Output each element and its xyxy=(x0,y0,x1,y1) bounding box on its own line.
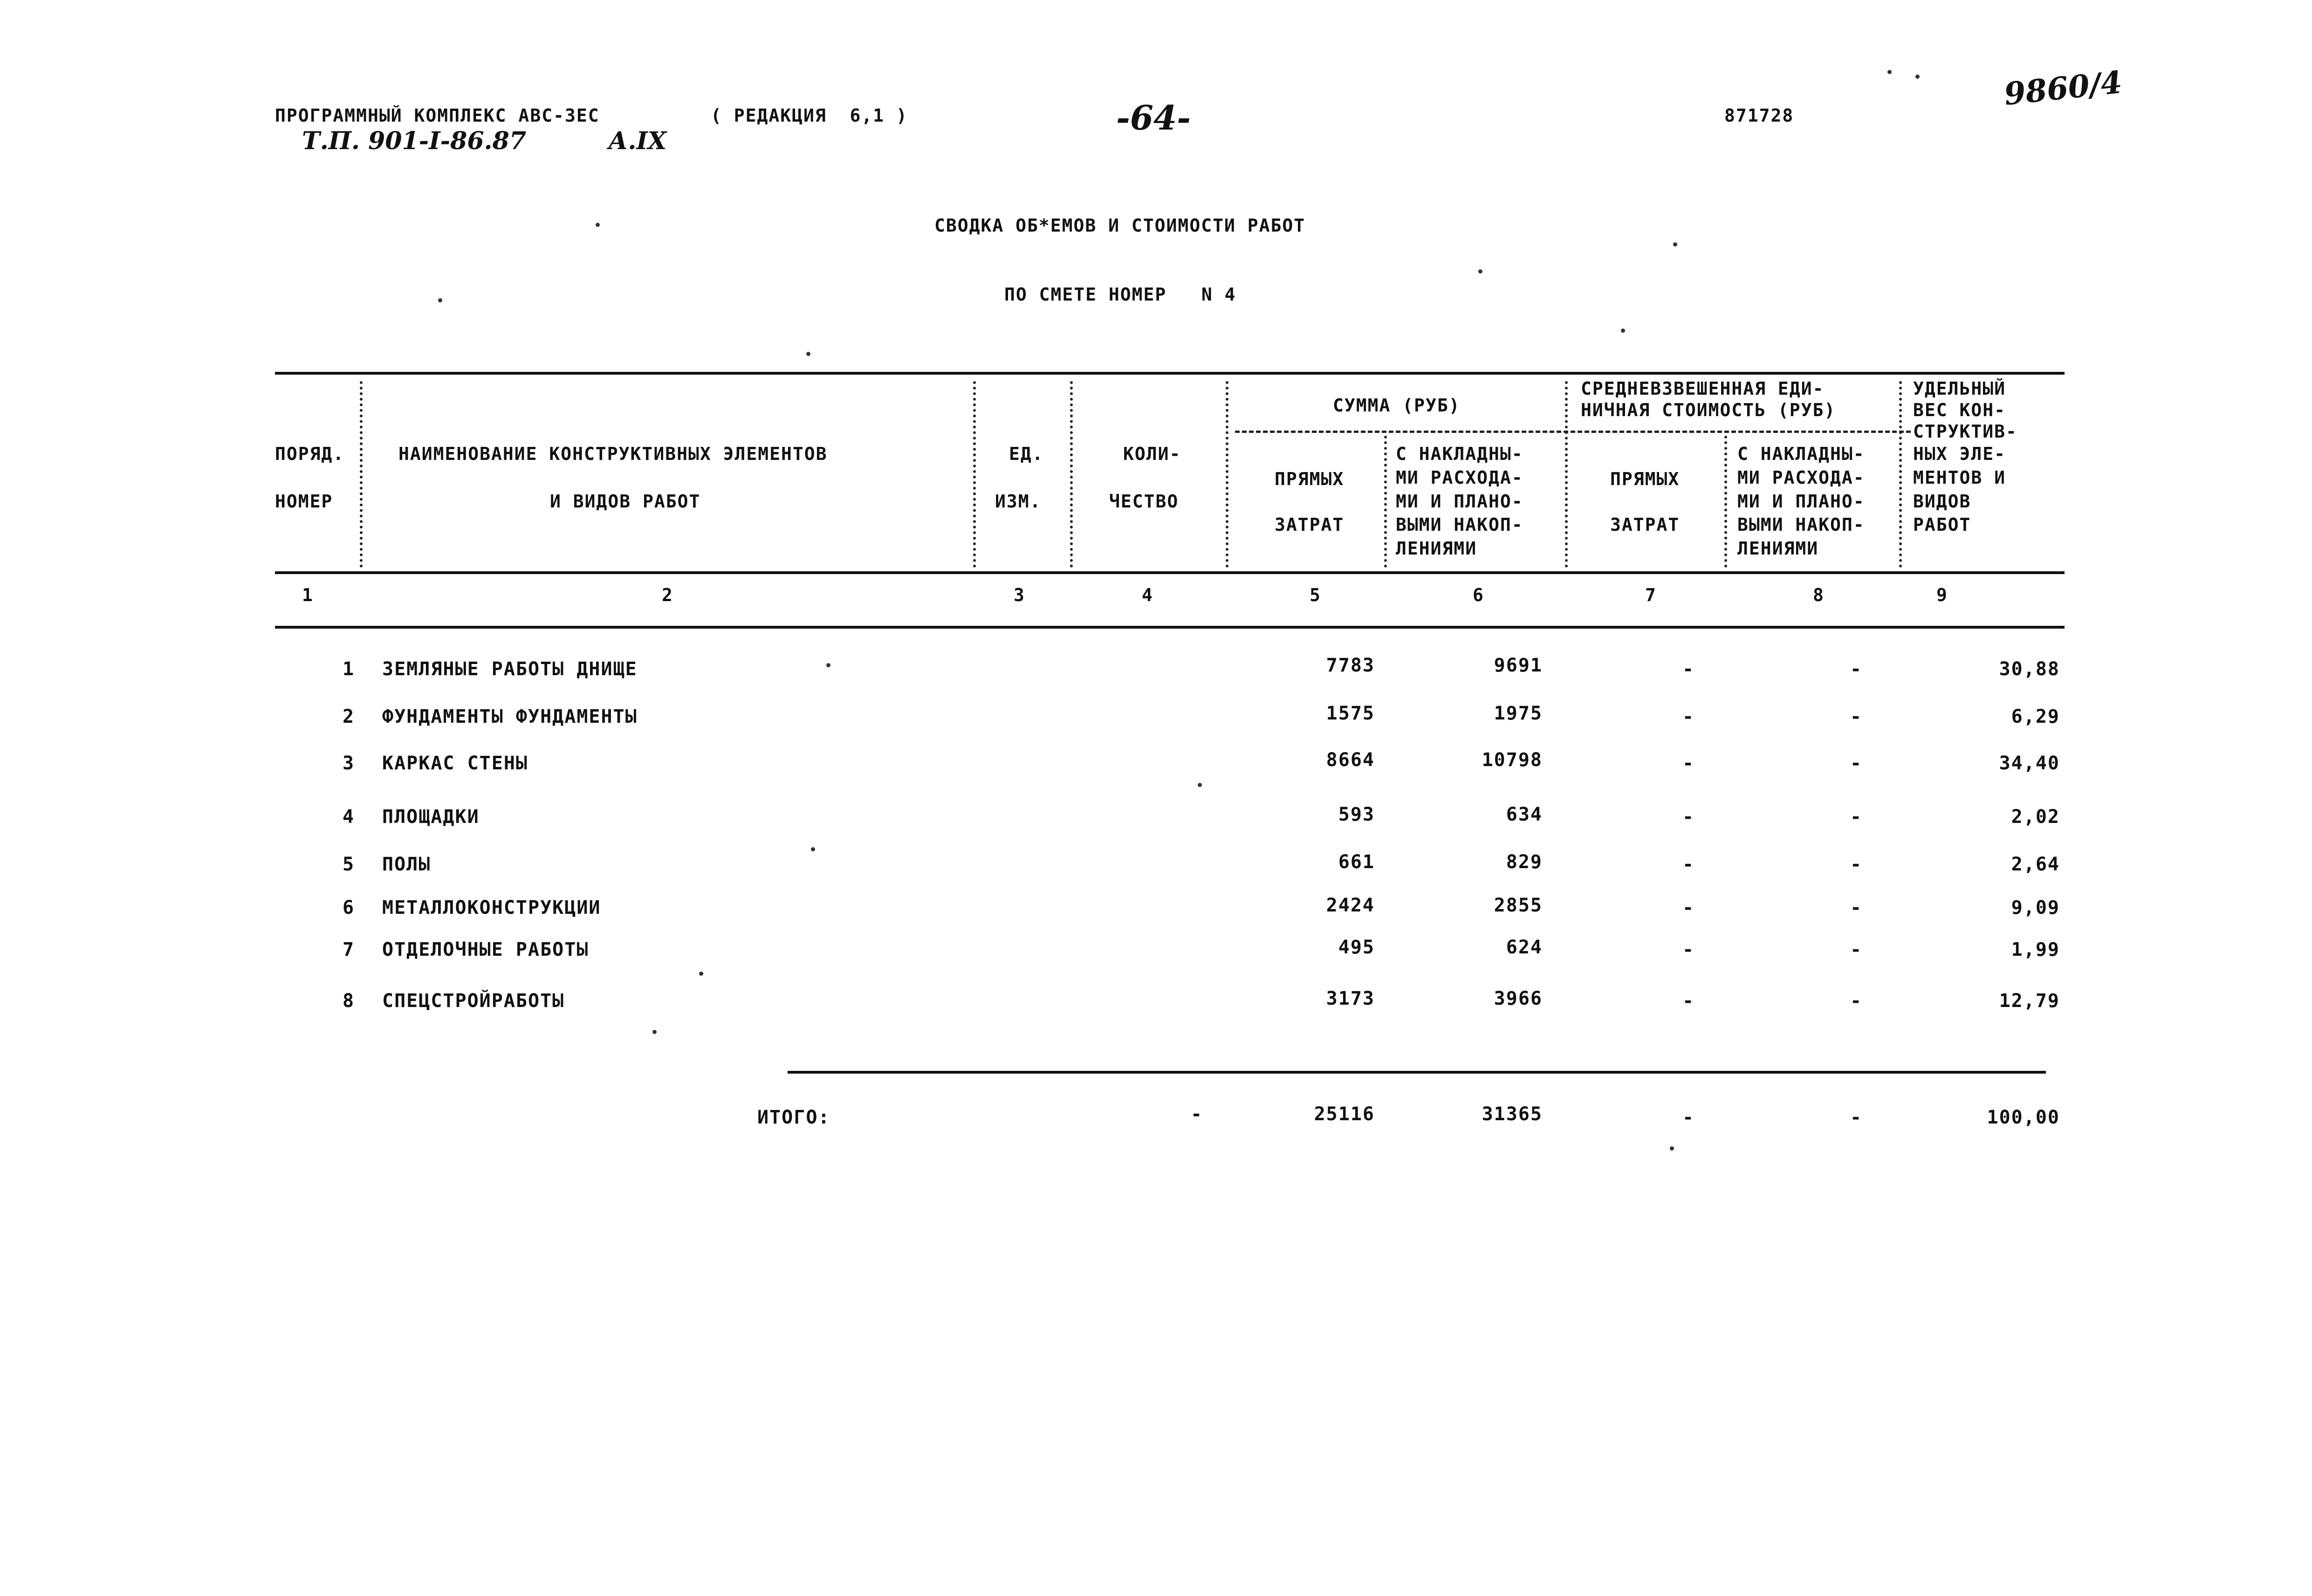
row-share: 30,88 xyxy=(1999,658,2060,680)
header-sum-direct: ЗАТРАТ xyxy=(1275,514,1345,535)
header-quantity: ЧЕСТВО xyxy=(1109,491,1179,512)
header-share: УДЕЛЬНЫЙ xyxy=(1913,378,2006,399)
header-share: РАБОТ xyxy=(1913,514,1971,535)
table-top-rule xyxy=(275,372,2065,375)
header-unit: ИЗМ. xyxy=(995,491,1042,512)
column-number: 7 xyxy=(1645,585,1657,605)
row-number: 6 xyxy=(343,897,355,918)
col-sep-2 xyxy=(973,381,976,568)
scan-speck xyxy=(1915,75,1920,79)
col-sep-4 xyxy=(1226,381,1228,568)
project-code: Т.П. 901-I-86.87 xyxy=(302,127,526,155)
scan-speck xyxy=(596,223,600,227)
scan-speck xyxy=(1621,329,1625,333)
total-direct: 25116 xyxy=(1314,1103,1375,1125)
row-avg-direct: - xyxy=(1682,658,1695,680)
header-sum-group: СУММА (РУБ) xyxy=(1333,395,1461,416)
row-direct: 7783 xyxy=(1326,655,1375,676)
header-sum-direct: ПРЯМЫХ xyxy=(1275,469,1345,489)
row-share: 12,79 xyxy=(1999,990,2060,1012)
header-sum-overhead: ВЫМИ НАКОП- xyxy=(1396,514,1523,535)
column-number: 3 xyxy=(1014,585,1025,605)
total-avg-overhead: - xyxy=(1850,1107,1863,1128)
row-number: 2 xyxy=(343,706,355,727)
header-unit: ЕД. xyxy=(1009,444,1044,464)
group-header-rule xyxy=(1235,431,1911,433)
total-label: ИТОГО: xyxy=(757,1107,830,1128)
column-number: 4 xyxy=(1142,585,1153,605)
header-bottom-rule xyxy=(275,571,2065,574)
row-direct: 2424 xyxy=(1326,895,1375,916)
scan-speck xyxy=(806,352,810,356)
scan-speck xyxy=(1670,1146,1674,1151)
column-number: 8 xyxy=(1813,585,1825,605)
row-avg-direct: - xyxy=(1682,753,1695,774)
row-share: 9,09 xyxy=(2011,897,2060,918)
row-direct: 495 xyxy=(1338,937,1375,958)
row-overhead: 829 xyxy=(1506,851,1543,873)
row-name: ПОЛЫ xyxy=(382,854,431,875)
col-sep-7 xyxy=(1724,436,1727,568)
scan-speck xyxy=(1478,269,1482,274)
row-number: 4 xyxy=(343,806,355,828)
handwritten-stamp: 9860/4 xyxy=(2002,63,2124,113)
scan-speck xyxy=(811,847,815,851)
row-share: 6,29 xyxy=(2011,706,2060,727)
header-avg-overhead: ВЫМИ НАКОП- xyxy=(1737,514,1865,535)
total-top-rule xyxy=(788,1071,2046,1074)
col-sep-1 xyxy=(360,381,363,568)
row-direct: 661 xyxy=(1338,851,1375,873)
column-number-rule xyxy=(275,626,2065,629)
row-avg-direct: - xyxy=(1682,706,1695,727)
row-name: ФУНДАМЕНТЫ ФУНДАМЕНТЫ xyxy=(382,706,638,727)
summary-title: СВОДКА ОБ*ЕМОВ И СТОИМОСТИ РАБОТ xyxy=(934,215,1306,236)
header-avg-overhead: МИ РАСХОДА- xyxy=(1737,467,1865,488)
row-name: СПЕЦСТРОЙРАБОТЫ xyxy=(382,990,565,1012)
header-share: ВИДОВ xyxy=(1913,491,1971,512)
row-number: 1 xyxy=(343,658,355,680)
header-sum-overhead: С НАКЛАДНЫ- xyxy=(1396,444,1523,464)
column-number: 1 xyxy=(302,585,314,605)
row-name: КАРКАС СТЕНЫ xyxy=(382,753,528,774)
column-number: 6 xyxy=(1473,585,1484,605)
header-share: НЫХ ЭЛЕ- xyxy=(1913,444,2006,464)
header-avg-direct: ПРЯМЫХ xyxy=(1610,469,1680,489)
row-overhead: 10798 xyxy=(1482,749,1543,771)
header-avg-overhead: ЛЕНИЯМИ xyxy=(1737,538,1819,559)
row-number: 3 xyxy=(343,753,355,774)
row-avg-overhead: - xyxy=(1850,939,1863,960)
row-number: 8 xyxy=(343,990,355,1012)
row-avg-overhead: - xyxy=(1850,897,1863,918)
scan-speck xyxy=(1673,242,1677,247)
header-avg-group: СРЕДНЕВЗВЕШЕННАЯ ЕДИ- xyxy=(1581,378,1825,399)
row-avg-direct: - xyxy=(1682,854,1695,875)
row-overhead: 3966 xyxy=(1494,988,1543,1009)
total-overhead: 31365 xyxy=(1482,1103,1543,1125)
scan-speck xyxy=(699,972,703,976)
scan-speck xyxy=(438,298,442,302)
page-number: -64- xyxy=(1116,98,1191,137)
col-sep-5 xyxy=(1384,436,1387,568)
row-avg-direct: - xyxy=(1682,939,1695,960)
row-avg-direct: - xyxy=(1682,897,1695,918)
header-sum-overhead: МИ РАСХОДА- xyxy=(1396,467,1523,488)
header-avg-group: НИЧНАЯ СТОИМОСТЬ (РУБ) xyxy=(1581,400,1836,420)
row-avg-overhead: - xyxy=(1850,753,1863,774)
row-number: 5 xyxy=(343,854,355,875)
column-number: 9 xyxy=(1936,585,1948,605)
header-avg-direct: ЗАТРАТ xyxy=(1610,514,1680,535)
row-name: ЗЕМЛЯНЫЕ РАБОТЫ ДНИЩЕ xyxy=(382,658,638,680)
scan-speck xyxy=(1198,783,1202,787)
row-direct: 593 xyxy=(1338,804,1375,825)
scan-speck xyxy=(652,1030,657,1034)
row-avg-overhead: - xyxy=(1850,706,1863,727)
header-avg-overhead: МИ И ПЛАНО- xyxy=(1737,491,1865,512)
header-sum-overhead: ЛЕНИЯМИ xyxy=(1396,538,1477,559)
row-share: 1,99 xyxy=(2011,939,2060,960)
total-share: 100,00 xyxy=(1987,1107,2060,1128)
document-id: 871728 xyxy=(1724,105,1794,126)
row-number: 7 xyxy=(343,939,355,960)
row-avg-overhead: - xyxy=(1850,806,1863,828)
edition-label: ( РЕДАКЦИЯ 6,1 ) xyxy=(711,105,908,126)
row-share: 2,02 xyxy=(2011,806,2060,828)
row-overhead: 9691 xyxy=(1494,655,1543,676)
header-name: И ВИДОВ РАБОТ xyxy=(550,491,701,512)
scan-speck xyxy=(1887,70,1892,74)
row-avg-overhead: - xyxy=(1850,658,1863,680)
header-share: ВЕС КОН- xyxy=(1913,400,2006,420)
row-avg-direct: - xyxy=(1682,806,1695,828)
row-overhead: 624 xyxy=(1506,937,1543,958)
row-direct: 3173 xyxy=(1326,988,1375,1009)
program-name: ПРОГРАММНЫЙ КОМПЛЕКС АВС-ЗЕС xyxy=(275,105,600,126)
column-number: 2 xyxy=(662,585,673,605)
row-overhead: 2855 xyxy=(1494,895,1543,916)
row-share: 2,64 xyxy=(2011,854,2060,875)
col-sep-3 xyxy=(1070,381,1073,568)
row-name: МЕТАЛЛОКОНСТРУКЦИИ xyxy=(382,897,601,918)
row-overhead: 1975 xyxy=(1494,703,1543,724)
header-order: ПОРЯД. xyxy=(275,444,345,464)
header-quantity: КОЛИ- xyxy=(1123,444,1181,464)
row-share: 34,40 xyxy=(1999,753,2060,774)
header-avg-overhead: С НАКЛАДНЫ- xyxy=(1737,444,1865,464)
row-avg-overhead: - xyxy=(1850,854,1863,875)
header-name: НАИМЕНОВАНИЕ КОНСТРУКТИВНЫХ ЭЛЕМЕНТОВ xyxy=(398,444,828,464)
row-avg-direct: - xyxy=(1682,990,1695,1012)
row-name: ПЛОЩАДКИ xyxy=(382,806,480,828)
total-avg-direct: - xyxy=(1682,1107,1695,1128)
col-sep-8 xyxy=(1899,381,1902,568)
header-share: МЕНТОВ И xyxy=(1913,467,2006,488)
header-sum-overhead: МИ И ПЛАНО- xyxy=(1396,491,1523,512)
total-quantity: - xyxy=(1191,1103,1203,1125)
row-overhead: 634 xyxy=(1506,804,1543,825)
estimate-number: ПО СМЕТЕ НОМЕР N 4 xyxy=(1004,284,1236,305)
album-number: А.IX xyxy=(608,127,667,155)
row-direct: 1575 xyxy=(1326,703,1375,724)
row-avg-overhead: - xyxy=(1850,990,1863,1012)
header-order: НОМЕР xyxy=(275,491,333,512)
header-share: СТРУКТИВ- xyxy=(1913,421,2017,442)
row-direct: 8664 xyxy=(1326,749,1375,771)
col-sep-6 xyxy=(1565,381,1568,568)
scan-speck xyxy=(826,663,830,667)
row-name: ОТДЕЛОЧНЫЕ РАБОТЫ xyxy=(382,939,589,960)
column-number: 5 xyxy=(1310,585,1321,605)
